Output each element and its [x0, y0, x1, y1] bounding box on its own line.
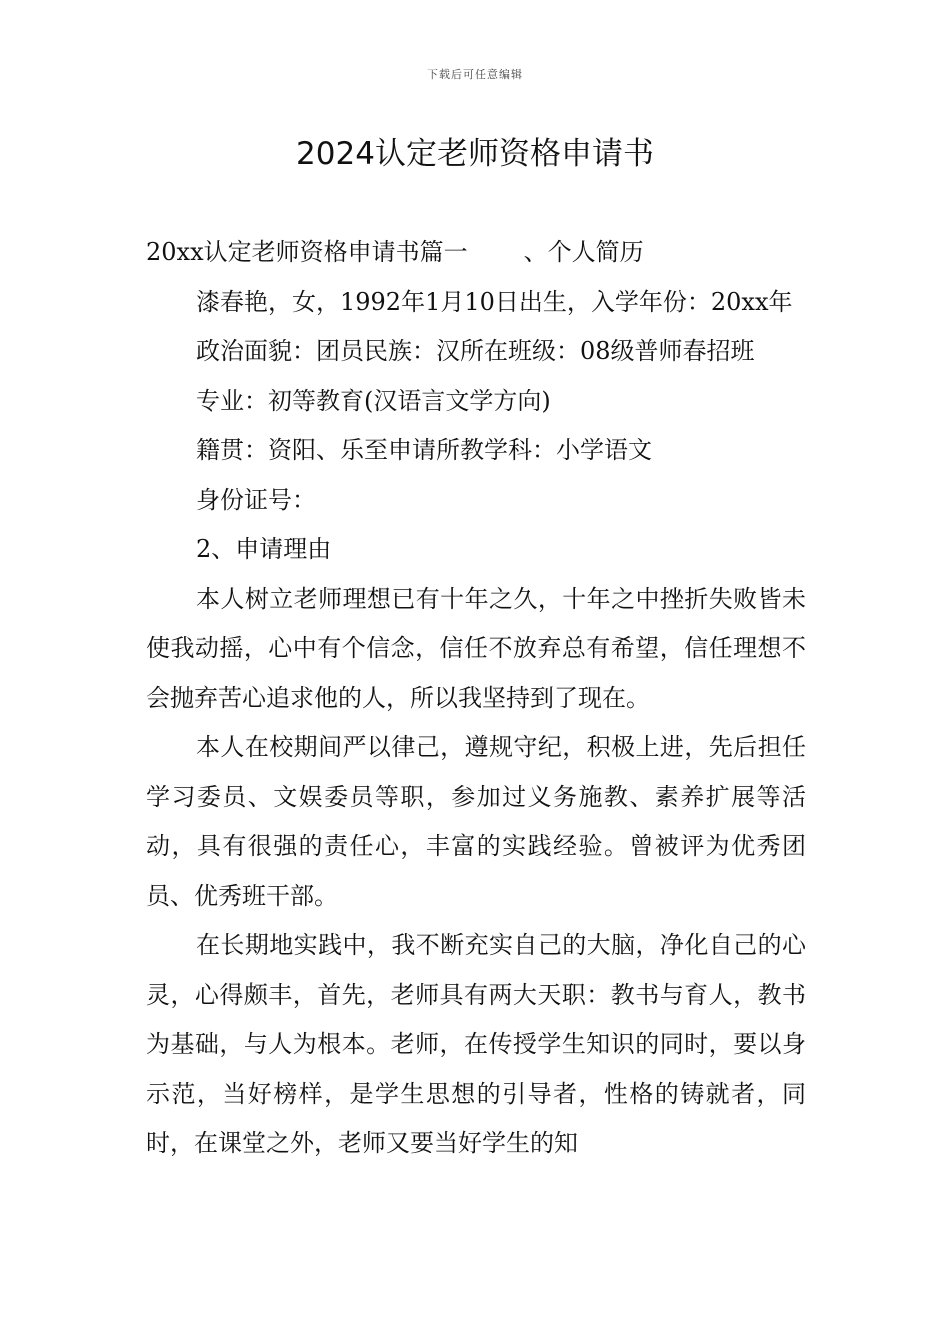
section-1-heading: 、个人简历 — [523, 238, 644, 266]
bio-major-line: 专业：初等教育(汉语言文学方向) — [196, 386, 551, 415]
section-2-heading: 2、申请理由 — [196, 535, 332, 563]
bio-political-line: 政治面貌：团员民族：汉所在班级：08级普师春招班 — [196, 337, 755, 365]
document-title: 2024认定老师资格申请书 — [296, 136, 654, 172]
intro-line — [146, 228, 806, 278]
bio-id-line: 身份证号： — [196, 485, 316, 514]
bio-hometown-line: 籍贯：资阳、乐至申请所教学科：小学语文 — [196, 436, 652, 464]
reason-paragraph-2: 本人在校期间严以律己，遵规守纪，积极上进，先后担任学习委员、文娱委员等职，参加过义务施教、素养扩展等活动，具有很强的责任心，丰富的实践经验。曾被评为优秀团员、优秀班干部。 — [146, 733, 806, 910]
reason-paragraph-3: 在长期地实践中，我不断充实自己的大脑，净化自己的心灵，心得颇丰，首先，老师具有两大天职：教书与育人，教书为基础，与人为根本。老师，在传授学生知识的同时，要以身示范，当好榜样，是学生思想的引导者，性格的铸就者，同时，在课堂之外，老师又要当好学生的知 — [146, 931, 806, 1157]
header-note: 下载后可任意编辑 — [427, 68, 523, 81]
intro-heading: 20xx认定老师资格申请书篇一 — [146, 238, 468, 266]
reason-paragraph-1: 本人树立老师理想已有十年之久，十年之中挫折失败皆未使我动摇，心中有个信念，信任不放弃总有希望，信任理想不会抛弃苦心追求他的人，所以我坚持到了现在。 — [146, 584, 806, 712]
bio-name-line: 漆春艳，女，1992年1月10日出生，入学年份：20xx年 — [196, 287, 793, 316]
document-body — [146, 228, 806, 1169]
